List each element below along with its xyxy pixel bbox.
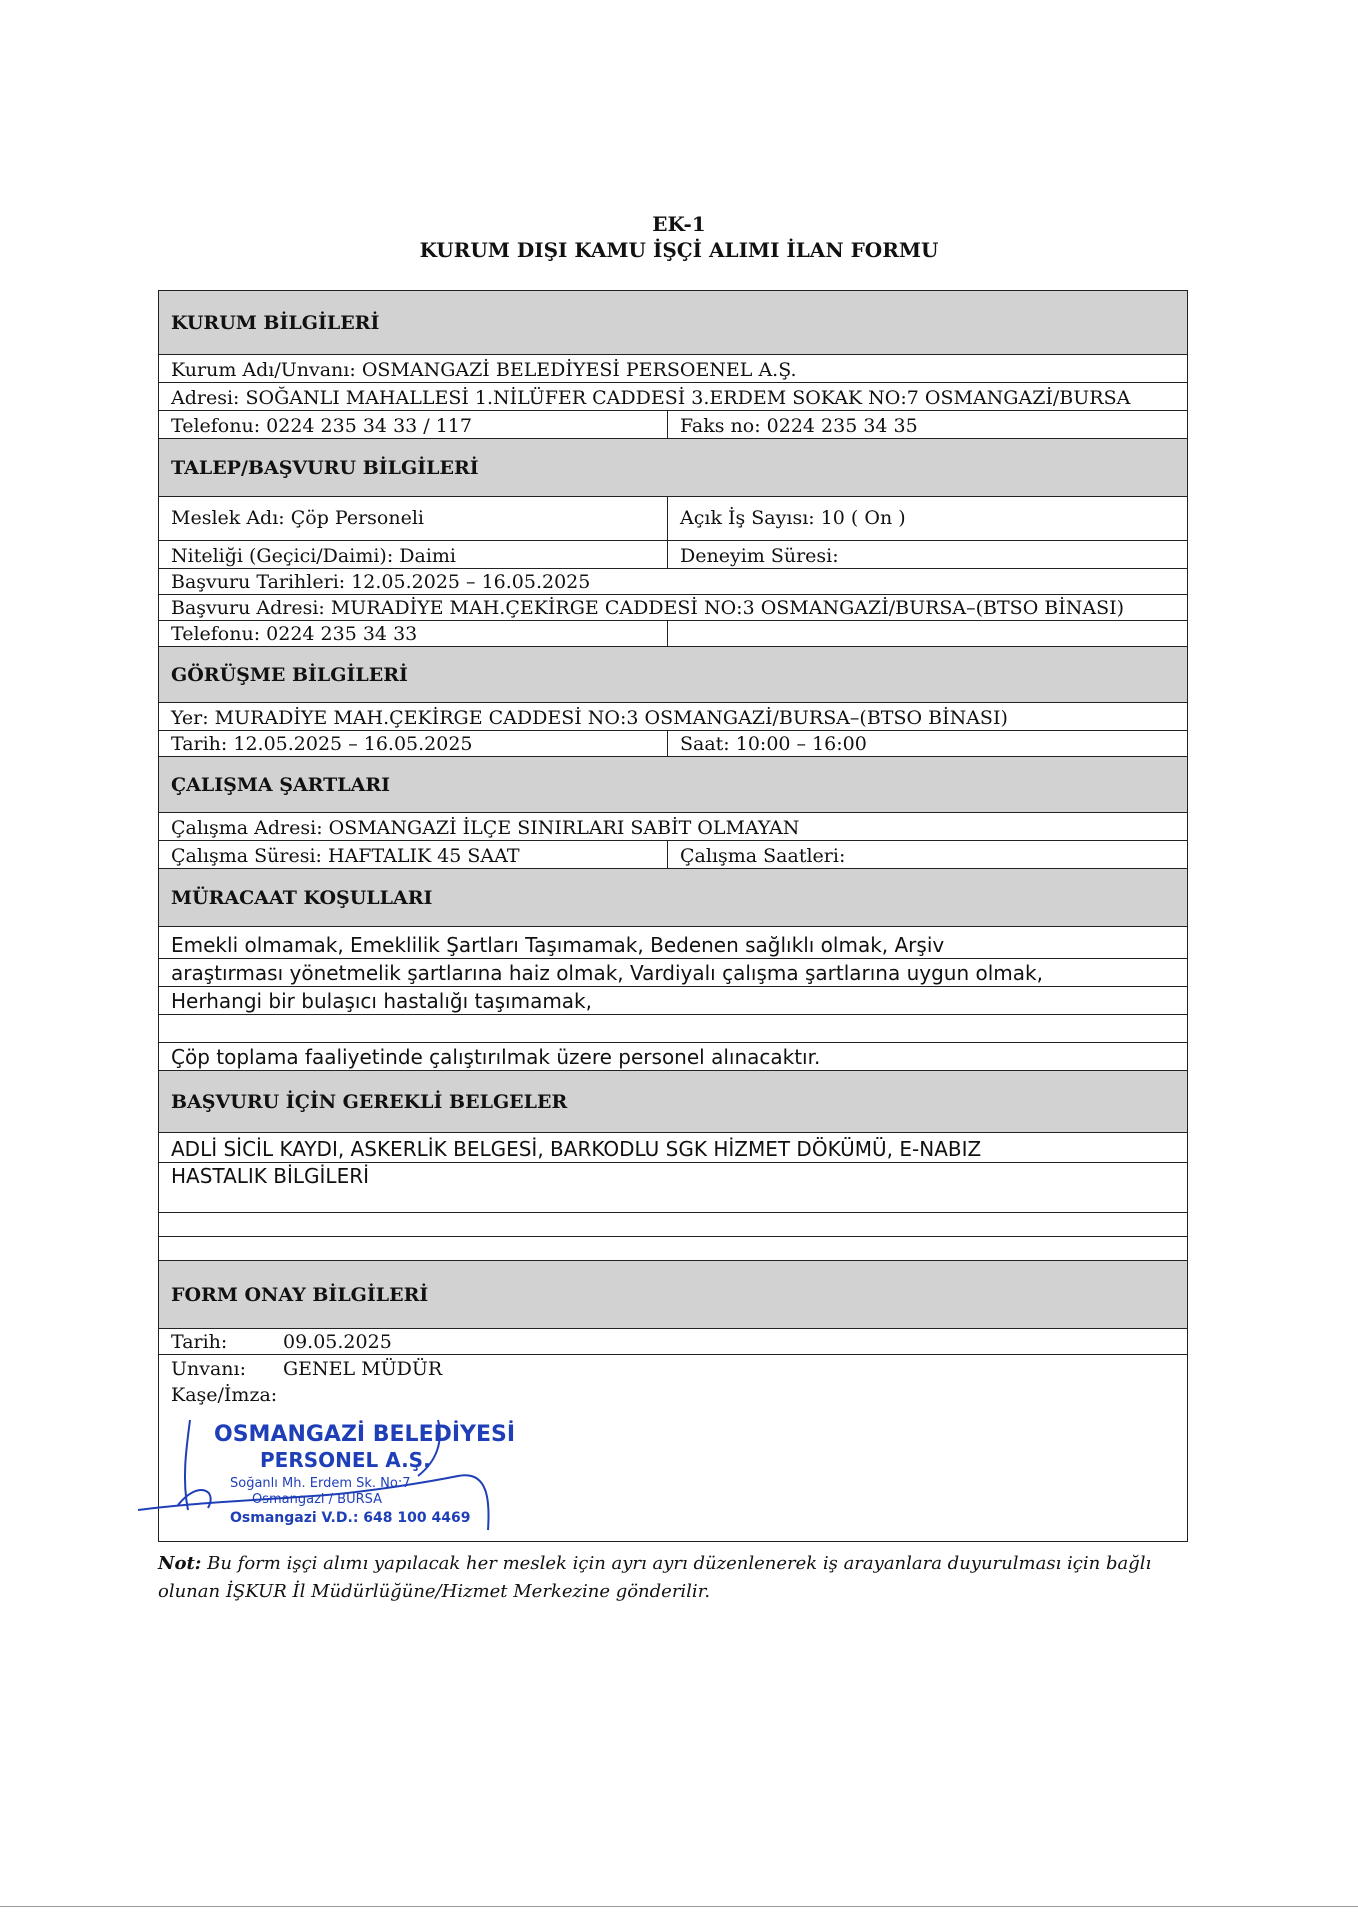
meslek-adi: Meslek Adı: Çöp Personeli <box>171 507 424 529</box>
form-title: KURUM DIŞI KAMU İŞÇİ ALIMI İLAN FORMU <box>419 238 939 262</box>
row-kurum-adi <box>159 355 1187 383</box>
row-muracaat-3 <box>159 987 1187 1015</box>
row-calisma-adres <box>159 813 1187 841</box>
section-kurum-header: KURUM BİLGİLERİ <box>159 291 1187 355</box>
onay-kase-label: Kaşe/İmza: <box>171 1384 278 1406</box>
stamp-line-2: PERSONEL A.Ş. <box>260 1448 431 1472</box>
onay-unvan-label: Unvanı: <box>171 1358 247 1380</box>
row-nitelik <box>159 541 1187 569</box>
row-belgeler-1 <box>159 1133 1187 1163</box>
note-label: Not: <box>158 1553 202 1574</box>
gorusme-saat: Saat: 10:00 – 16:00 <box>667 731 1187 756</box>
cell-divider <box>667 621 668 646</box>
muracaat-line-1: Emekli olmamak, Emeklilik Şartları Taşımamak, Bedenen sağlıklı olmak, Arşiv <box>171 933 945 957</box>
section-talep-header: TALEP/BAŞVURU BİLGİLERİ <box>159 439 1187 497</box>
acik-is-sayisi: Açık İş Sayısı: 10 ( On ) <box>667 497 1187 540</box>
gorusme-yer: Yer: MURADİYE MAH.ÇEKİRGE CADDESİ NO:3 OSMANGAZİ/BURSA–(BTSO BİNASI) <box>171 707 1008 729</box>
deneyim-suresi: Deneyim Süresi: <box>667 541 1187 568</box>
footnote <box>158 1550 1198 1606</box>
muracaat-line-3: Herhangi bir bulaşıcı hastalığı taşımamak, <box>171 989 592 1013</box>
section-calisma-header: ÇALIŞMA ŞARTLARI <box>159 757 1187 813</box>
basvuru-telefonu: Telefonu: 0224 235 34 33 <box>171 623 418 645</box>
stamp-line-3: Soğanlı Mh. Erdem Sk. No:7 <box>230 1476 411 1491</box>
row-belgeler-empty-2 <box>159 1213 1187 1237</box>
row-muracaat-2 <box>159 959 1187 987</box>
onay-tarih: 09.05.2025 <box>283 1331 392 1353</box>
row-onay-unvan <box>159 1355 1187 1381</box>
belgeler-line-2: HASTALIK BİLGİLERİ <box>171 1164 370 1188</box>
row-basvuru-telefon <box>159 621 1187 647</box>
row-belgeler-empty-1 <box>159 1189 1187 1213</box>
kurum-adres: Adresi: SOĞANLI MAHALLESİ 1.NİLÜFER CADDESİ 3.ERDEM SOKAK NO:7 OSMANGAZİ/BURSA <box>171 387 1131 409</box>
note-text: Bu form işçi alımı yapılacak her meslek için ayrı ayrı düzenlenerek iş arayanlara duyurulması için bağlı olunan İŞKUR İl Müdürlüğüne/Hizmet Merkezine gönderilir. <box>158 1553 1152 1602</box>
row-meslek <box>159 497 1187 541</box>
row-muracaat-5 <box>159 1043 1187 1071</box>
row-kurum-telefon <box>159 411 1187 439</box>
page-bottom-edge <box>0 1906 1358 1907</box>
row-basvuru-adres <box>159 595 1187 621</box>
row-muracaat-4 <box>159 1015 1187 1043</box>
section-muracaat-header: MÜRACAAT KOŞULLARI <box>159 869 1187 927</box>
row-onay-kase <box>159 1381 1187 1407</box>
form-code: EK-1 <box>652 212 706 236</box>
onay-unvan: GENEL MÜDÜR <box>283 1358 443 1380</box>
basvuru-adresi: Başvuru Adresi: MURADİYE MAH.ÇEKİRGE CADDESİ NO:3 OSMANGAZİ/BURSA–(BTSO BİNASI) <box>171 597 1125 619</box>
calisma-adresi: Çalışma Adresi: OSMANGAZİ İLÇE SINIRLARI SABİT OLMAYAN <box>171 817 800 839</box>
belgeler-line-1: ADLİ SİCİL KAYDI, ASKERLİK BELGESİ, BARKODLU SGK HİZMET DÖKÜMÜ, E-NABIZ <box>171 1137 982 1161</box>
row-calisma-sure <box>159 841 1187 869</box>
stamp-line-4: Osmangazi / BURSA <box>252 1492 383 1507</box>
kurum-adi: Kurum Adı/Unvanı: OSMANGAZİ BELEDİYESİ PERSOENEL A.Ş. <box>171 359 797 381</box>
calisma-saatleri: Çalışma Saatleri: <box>667 841 1187 868</box>
kurum-faks: Faks no: 0224 235 34 35 <box>667 411 1187 438</box>
row-gorusme-yer <box>159 703 1187 731</box>
company-stamp <box>138 1410 516 1540</box>
section-belgeler-header: BAŞVURU İÇİN GEREKLİ BELGELER <box>159 1071 1187 1133</box>
stamp-line-5: Osmangazi V.D.: 648 100 4469 <box>230 1510 471 1526</box>
row-belgeler-2 <box>159 1163 1187 1189</box>
muracaat-line-5: Çöp toplama faaliyetinde çalıştırılmak üzere personel alınacaktır. <box>171 1045 821 1069</box>
section-onay-header: FORM ONAY BİLGİLERİ <box>159 1261 1187 1329</box>
basvuru-tarihleri: Başvuru Tarihleri: 12.05.2025 – 16.05.2025 <box>171 571 591 593</box>
row-belgeler-empty-3 <box>159 1237 1187 1261</box>
onay-tarih-label: Tarih: <box>171 1331 228 1353</box>
row-kurum-adres <box>159 383 1187 411</box>
row-onay-tarih <box>159 1329 1187 1355</box>
gorusme-tarih: Tarih: 12.05.2025 – 16.05.2025 <box>171 733 473 755</box>
announcement-form <box>158 290 1188 1542</box>
section-gorusme-header: GÖRÜŞME BİLGİLERİ <box>159 647 1187 703</box>
row-muracaat-1 <box>159 927 1187 959</box>
row-gorusme-tarih <box>159 731 1187 757</box>
calisma-suresi: Çalışma Süresi: HAFTALIK 45 SAAT <box>171 845 520 867</box>
kurum-telefon: Telefonu: 0224 235 34 33 / 117 <box>171 415 472 437</box>
stamp-line-1: OSMANGAZİ BELEDİYESİ <box>214 1422 516 1447</box>
muracaat-line-2: araştırması yönetmelik şartlarına haiz olmak, Vardiyalı çalışma şartlarına uygun olmak, <box>171 961 1043 985</box>
niteligi: Niteliği (Geçici/Daimi): Daimi <box>171 545 456 567</box>
row-basvuru-tarih <box>159 569 1187 595</box>
